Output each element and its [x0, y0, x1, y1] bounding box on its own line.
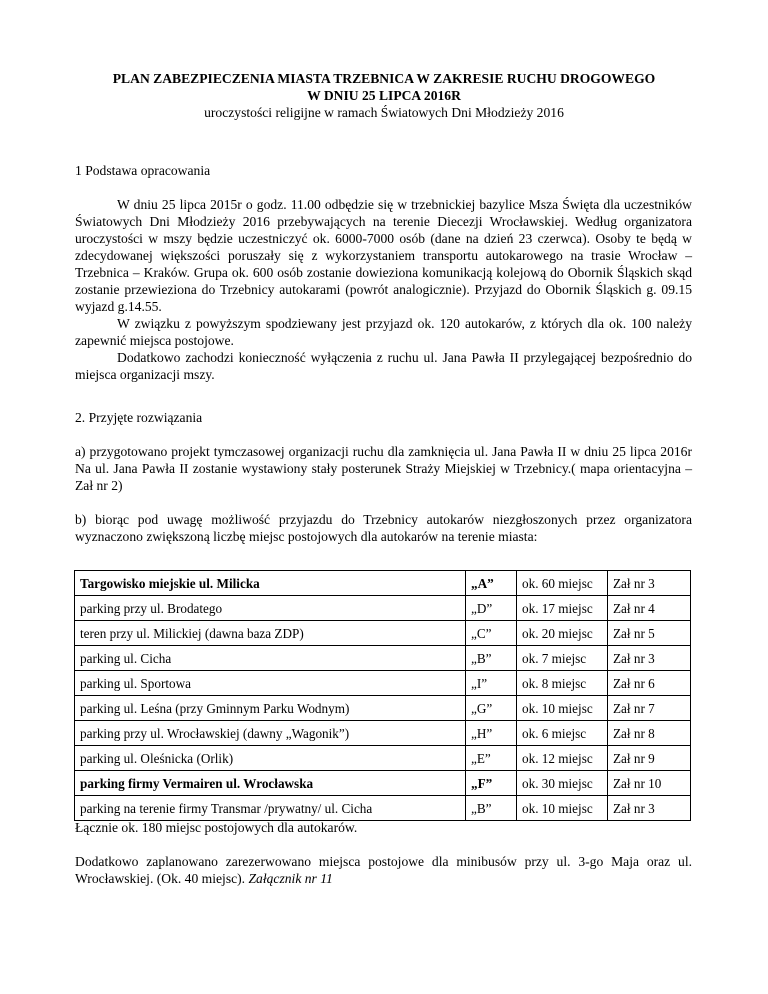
- code-cell: „A”: [466, 571, 517, 596]
- point-b: [75, 511, 692, 545]
- code-cell: „F”: [466, 771, 517, 796]
- paragraph: b) biorąc pod uwagę możliwość przyjazdu do Trzebnicy autokarów niezgłoszonych przez organizatora wyznaczono zwiększoną liczbę miejsc postojowych dla autokarów na terenie miasta:: [75, 512, 692, 544]
- attachment-cell: Zał nr 3: [608, 796, 691, 821]
- code-cell: „C”: [466, 621, 517, 646]
- point-a: [75, 443, 692, 494]
- place-cell: parking firmy Vermairen ul. Wrocławska: [75, 771, 466, 796]
- code-cell: „G”: [466, 696, 517, 721]
- title-line-2: W DNIU 25 LIPCA 2016R: [307, 88, 461, 103]
- summary-text: Łącznie ok. 180 miejsc postojowych dla autokarów.: [75, 820, 358, 835]
- additional-note: [75, 853, 692, 887]
- code-cell: „B”: [466, 796, 517, 821]
- table-row: [75, 621, 691, 646]
- title-subtitle: uroczystości religijne w ramach Światowych Dni Młodzieży 2016: [204, 105, 564, 120]
- spots-cell: ok. 6 miejsc: [517, 721, 608, 746]
- attachment-reference: Załącznik nr 11: [248, 871, 333, 886]
- section-1-heading: [75, 162, 692, 179]
- place-cell: teren przy ul. Milickiej (dawna baza ZDP): [75, 621, 466, 646]
- attachment-cell: Zał nr 4: [608, 596, 691, 621]
- code-cell: „B”: [466, 646, 517, 671]
- title-line-1: PLAN ZABEZPIECZENIA MIASTA TRZEBNICA W ZAKRESIE RUCHU DROGOWEGO: [112, 71, 656, 86]
- table-row: [75, 596, 691, 621]
- spots-cell: ok. 7 miejsc: [517, 646, 608, 671]
- section-1-body: [75, 196, 692, 383]
- place-cell: parking przy ul. Brodatego: [75, 596, 466, 621]
- paragraph: [75, 853, 692, 887]
- spots-cell: ok. 17 miejsc: [517, 596, 608, 621]
- paragraph: W dniu 25 lipca 2015r o godz. 11.00 odbędzie się w trzebnickiej bazylice Msza Święta dla uczestników Światowych Dni Młodzieży 2016 przebywających na terenie Diecezji Wrocławskiej. Według organizatora uroczystości w mszy będzie uczestniczyć ok. 6000-7000 osób (dane na dzień 23 czerwca). Osoby te będą w zdecydowanej większości poruszały się z wykorzystaniem transportu autokarowego na trasie Wrocław – Trzebnica – Kraków. Grupa ok. 600 osób zostanie dowieziona komunikacją kolejową do Obornik Śląskich skąd zostanie przewieziona do Trzebnicy autokarami (powrót analogicznie). Przyjazd do Obornik Śląskich g. 09.15 wyjazd g.14.55.: [75, 197, 692, 314]
- place-cell: parking na terenie firmy Transmar /prywatny/ ul. Cicha: [75, 796, 466, 821]
- section-2-heading: [75, 409, 692, 426]
- code-cell: „I”: [466, 671, 517, 696]
- spots-cell: ok. 30 miejsc: [517, 771, 608, 796]
- summary: [75, 819, 692, 836]
- place-cell: parking przy ul. Wrocławskiej (dawny „Wagonik”): [75, 721, 466, 746]
- attachment-cell: Zał nr 9: [608, 746, 691, 771]
- paragraph: a) przygotowano projekt tymczasowej organizacji ruchu dla zamknięcia ul. Jana Pawła II w dniu 25 lipca 2016r Na ul. Jana Pawła II zostanie wystawiony stały posterunek Straży Miejskiej w Trzebnicy.( mapa orientacyjna – Zał nr 2): [75, 444, 692, 493]
- table-row: [75, 746, 691, 771]
- spots-cell: ok. 10 miejsc: [517, 696, 608, 721]
- table-row: [75, 696, 691, 721]
- attachment-cell: Zał nr 7: [608, 696, 691, 721]
- table-row: [75, 646, 691, 671]
- table-row: [75, 571, 691, 596]
- table-row: [75, 771, 691, 796]
- attachment-cell: Zał nr 8: [608, 721, 691, 746]
- additional-text: Dodatkowo zaplanowano zarezerwowano miejsca postojowe dla minibusów przy ul. 3-go Maja oraz ul. Wrocławskiej. (Ok. 40 miejsc).: [75, 854, 692, 886]
- place-cell: Targowisko miejskie ul. Milicka: [75, 571, 466, 596]
- table-row: [75, 671, 691, 696]
- place-cell: parking ul. Sportowa: [75, 671, 466, 696]
- spots-cell: ok. 20 miejsc: [517, 621, 608, 646]
- spots-cell: ok. 60 miejsc: [517, 571, 608, 596]
- code-cell: „E”: [466, 746, 517, 771]
- attachment-cell: Zał nr 3: [608, 646, 691, 671]
- table-row: [75, 796, 691, 821]
- place-cell: parking ul. Oleśnicka (Orlik): [75, 746, 466, 771]
- section-heading: 2. Przyjęte rozwiązania: [75, 410, 203, 425]
- code-cell: „H”: [466, 721, 517, 746]
- paragraph: Dodatkowo zachodzi konieczność wyłączenia z ruchu ul. Jana Pawła II przylegającej bezpośrednio do miejsca organizacji mszy.: [75, 350, 692, 382]
- paragraph: W związku z powyższym spodziewany jest przyjazd ok. 120 autokarów, z których dla ok. 100 należy zapewnić miejsca postojowe.: [75, 316, 692, 348]
- spots-cell: ok. 12 miejsc: [517, 746, 608, 771]
- parking-table: [74, 570, 691, 821]
- spots-cell: ok. 10 miejsc: [517, 796, 608, 821]
- place-cell: parking ul. Leśna (przy Gminnym Parku Wodnym): [75, 696, 466, 721]
- section-heading: 1 Podstawa opracowania: [75, 163, 211, 178]
- table-row: [75, 721, 691, 746]
- attachment-cell: Zał nr 10: [608, 771, 691, 796]
- attachment-cell: Zał nr 5: [608, 621, 691, 646]
- attachment-cell: Zał nr 3: [608, 571, 691, 596]
- spots-cell: ok. 8 miejsc: [517, 671, 608, 696]
- place-cell: parking ul. Cicha: [75, 646, 466, 671]
- document-title: [60, 70, 708, 121]
- code-cell: „D”: [466, 596, 517, 621]
- attachment-cell: Zał nr 6: [608, 671, 691, 696]
